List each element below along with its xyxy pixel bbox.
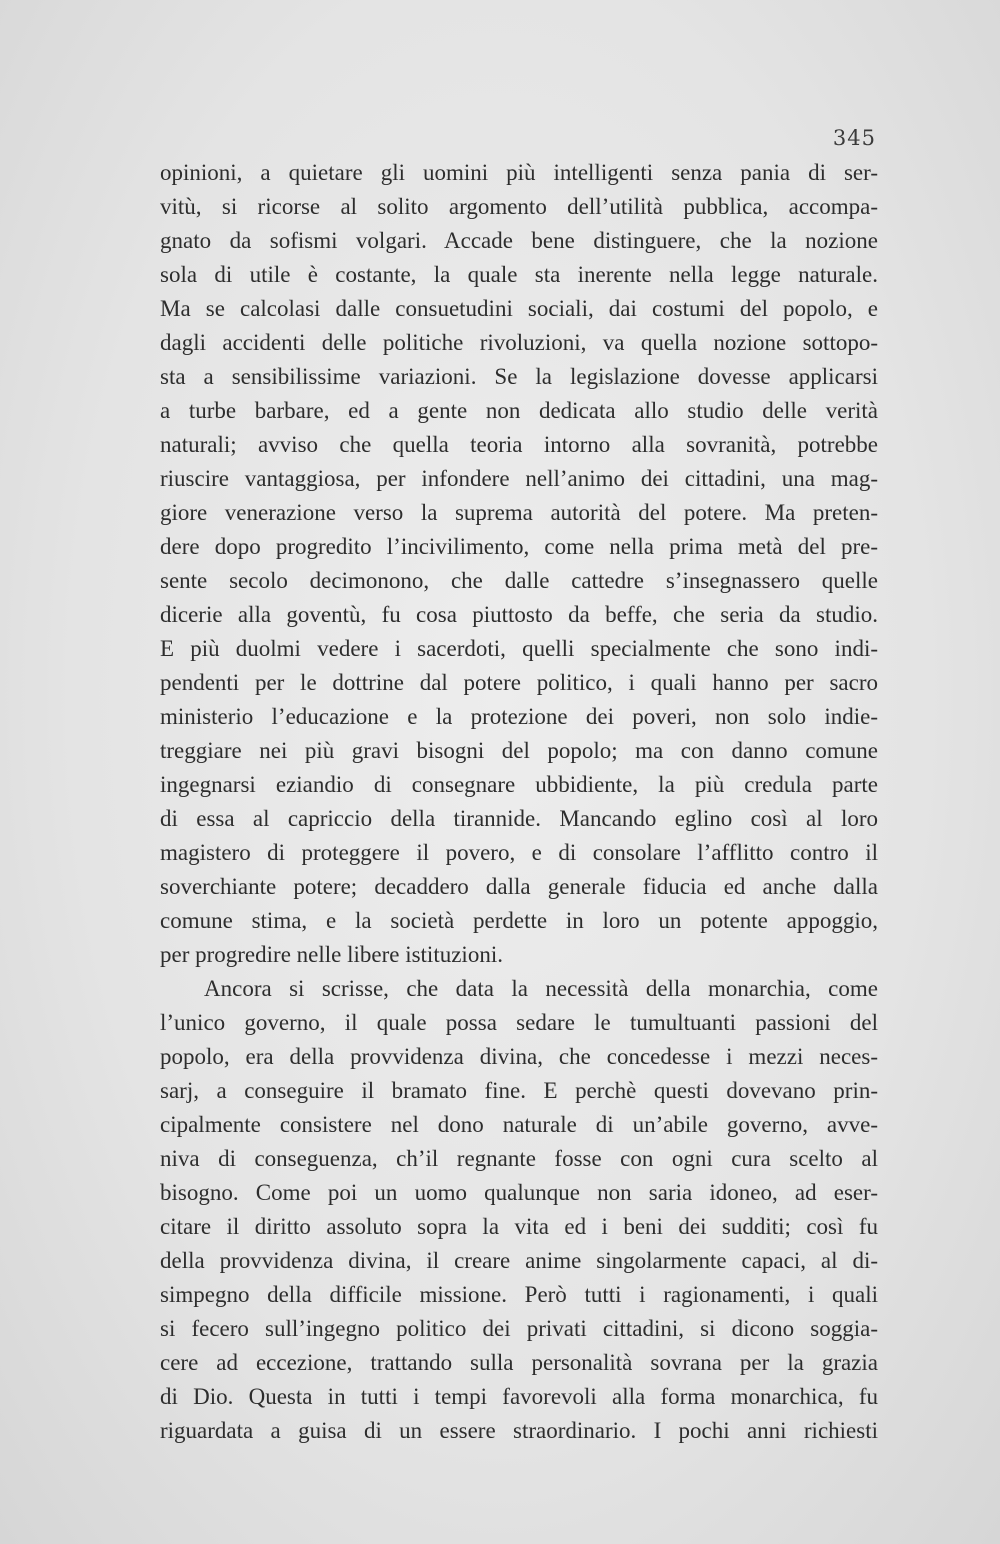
text-line: magistero di proteggere il povero, e di consolare l’afflitto contro il <box>160 840 878 865</box>
text-line: simpegno della difficile missione. Però tutti i ragionamenti, i quali <box>160 1282 878 1307</box>
text-line: comune stima, e la società perdette in loro un potente appoggio, <box>160 908 878 933</box>
text-line: sola di utile è costante, la quale sta inerente nella legge naturale. <box>160 262 878 287</box>
text-line: Ma se calcolasi dalle consuetudini sociali, dai costumi del popolo, e <box>160 296 878 321</box>
text-line: popolo, era della provvidenza divina, che concedesse i mezzi neces- <box>160 1044 878 1069</box>
text-line: di essa al capriccio della tirannide. Mancando eglino così al loro <box>160 806 878 831</box>
text-line: di Dio. Questa in tutti i tempi favorevoli alla forma monarchica, fu <box>160 1384 878 1409</box>
text-line: E più duolmi vedere i sacerdoti, quelli specialmente che sono indi- <box>160 636 878 661</box>
text-line: naturali; avviso che quella teoria intorno alla sovranità, potrebbe <box>160 432 878 457</box>
text-line: soverchiante potere; decaddero dalla generale fiducia ed anche dalla <box>160 874 878 899</box>
text-line: sta a sensibilissime variazioni. Se la legislazione dovesse applicarsi <box>160 364 878 389</box>
page-number: 345 <box>832 126 876 150</box>
text-line: giore venerazione verso la suprema autorità del potere. Ma preten- <box>160 500 878 525</box>
paragraph-2 <box>160 972 878 1448</box>
text-line: dicerie alla goventù, fu cosa piuttosto da beffe, che seria da studio. <box>160 602 878 627</box>
text-line: dere dopo progredito l’incivilimento, come nella prima metà del pre- <box>160 534 878 559</box>
text-line: cipalmente consistere nel dono naturale di un’abile governo, avve- <box>160 1112 878 1137</box>
paragraph-1 <box>160 156 878 972</box>
text-line: sarj, a conseguire il bramato fine. E perchè questi dovevano prin- <box>160 1078 878 1103</box>
text-line: niva di conseguenza, ch’il regnante fosse con ogni cura scelto al <box>160 1146 878 1171</box>
text-line: si fecero sull’ingegno politico dei privati cittadini, si dicono soggia- <box>160 1316 878 1341</box>
text-line: riguardata a guisa di un essere straordinario. I pochi anni richiesti <box>160 1418 878 1443</box>
text-line: treggiare nei più gravi bisogni del popolo; ma con danno comune <box>160 738 878 763</box>
text-line: cere ad eccezione, trattando sulla personalità sovrana per la grazia <box>160 1350 878 1375</box>
text-line: citare il diritto assoluto sopra la vita ed i beni dei sudditi; così fu <box>160 1214 878 1239</box>
body-text <box>160 156 878 1448</box>
text-line: l’unico governo, il quale possa sedare le tumultuanti passioni del <box>160 1010 878 1035</box>
text-line: vitù, si ricorse al solito argomento dell’utilità pubblica, accompa- <box>160 194 878 219</box>
text-line: sente secolo decimonono, che dalle cattedre s’insegnassero quelle <box>160 568 878 593</box>
text-line: opinioni, a quietare gli uomini più intelligenti senza pania di ser- <box>160 160 878 185</box>
text-line: per progredire nelle libere istituzioni. <box>160 942 503 967</box>
text-line: riuscire vantaggiosa, per infondere nell’animo dei cittadini, una mag- <box>160 466 878 491</box>
text-line: ingegnarsi eziandio di consegnare ubbidiente, la più credula parte <box>160 772 878 797</box>
text-line: ministerio l’educazione e la protezione dei poveri, non solo indie- <box>160 704 878 729</box>
text-line: della provvidenza divina, il creare anime singolarmente capaci, al di- <box>160 1248 878 1273</box>
text-line: Ancora si scrisse, che data la necessità della monarchia, come <box>204 976 878 1001</box>
text-line: pendenti per le dottrine dal potere politico, i quali hanno per sacro <box>160 670 878 695</box>
text-line: dagli accidenti delle politiche rivoluzioni, va quella nozione sottopo- <box>160 330 878 355</box>
text-line: gnato da sofismi volgari. Accade bene distinguere, che la nozione <box>160 228 878 253</box>
text-line: bisogno. Come poi un uomo qualunque non saria idoneo, ad eser- <box>160 1180 878 1205</box>
text-line: a turbe barbare, ed a gente non dedicata allo studio delle verità <box>160 398 878 423</box>
